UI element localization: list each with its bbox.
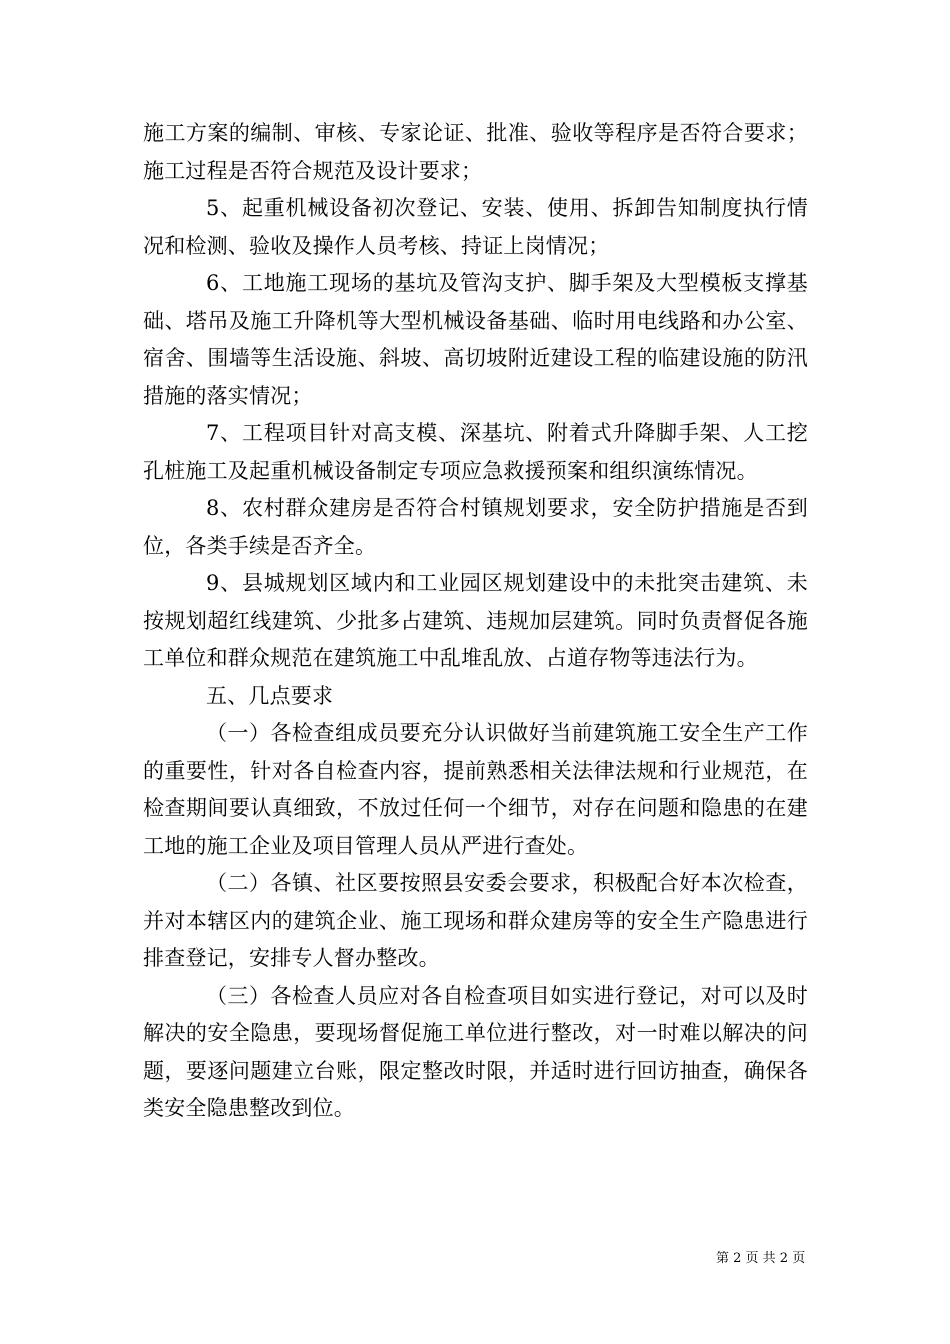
paragraph-1: 施工方案的编制、审核、专家论证、批准、验收等程序是否符合要求；施工过程是否符合规范及设计要求；	[143, 121, 808, 183]
paragraph-8: （二）各镇、社区要按照县安委会要求，积极配合好本次检查，并对本辖区内的建筑企业、施工现场和群众建房等的安全生产隐患进行排查登记，安排专人督办整改。	[143, 871, 808, 970]
section-heading: 五、几点要求	[206, 683, 334, 708]
paragraph-9: （三）各检查人员应对各自检查项目如实进行登记，对可以及时解决的安全隐患，要现场督促施工单位进行整改，对一时难以解决的问题，要逐问题建立台账，限定整改时限，并适时进行回访抽查，确保各类安全隐患整改到位。	[143, 983, 808, 1120]
paragraph-4: 7、工程项目针对高支模、深基坑、附着式升降脚手架、人工挖孔桩施工及起重机械设备制定专项应急救援预案和组织演练情况。	[143, 421, 808, 483]
paragraph-6: 9、县城规划区域内和工业园区规划建设中的未批突击建筑、未按规划超红线建筑、少批多占建筑、违规加层建筑。同时负责督促各施工单位和群众规范在建筑施工中乱堆乱放、占道存物等违法行为。	[143, 571, 808, 670]
page-number-footer: 第 2 页 共 2 页	[716, 1251, 806, 1266]
paragraph-5: 8、农村群众建房是否符合村镇规划要求，安全防护措施是否到位，各类手续是否齐全。	[143, 496, 808, 558]
paragraph-7: （一）各检查组成员要充分认识做好当前建筑施工安全生产工作的重要性，针对各自检查内容，提前熟悉相关法律法规和行业规范，在检查期间要认真细致，不放过任何一个细节，对存在问题和隐患的在建工地的施工企业及项目管理人员从严进行查处。	[143, 721, 808, 858]
paragraph-3: 6、工地施工现场的基坑及管沟支护、脚手架及大型模板支撑基础、塔吊及施工升降机等大型机械设备基础、临时用电线路和办公室、宿舍、围墙等生活设施、斜坡、高切坡附近建设工程的临建设施的防汛措施的落实情况；	[143, 271, 808, 408]
paragraph-2: 5、起重机械设备初次登记、安装、使用、拆卸告知制度执行情况和检测、验收及操作人员考核、持证上岗情况；	[143, 196, 808, 258]
document-body	[143, 115, 808, 1128]
